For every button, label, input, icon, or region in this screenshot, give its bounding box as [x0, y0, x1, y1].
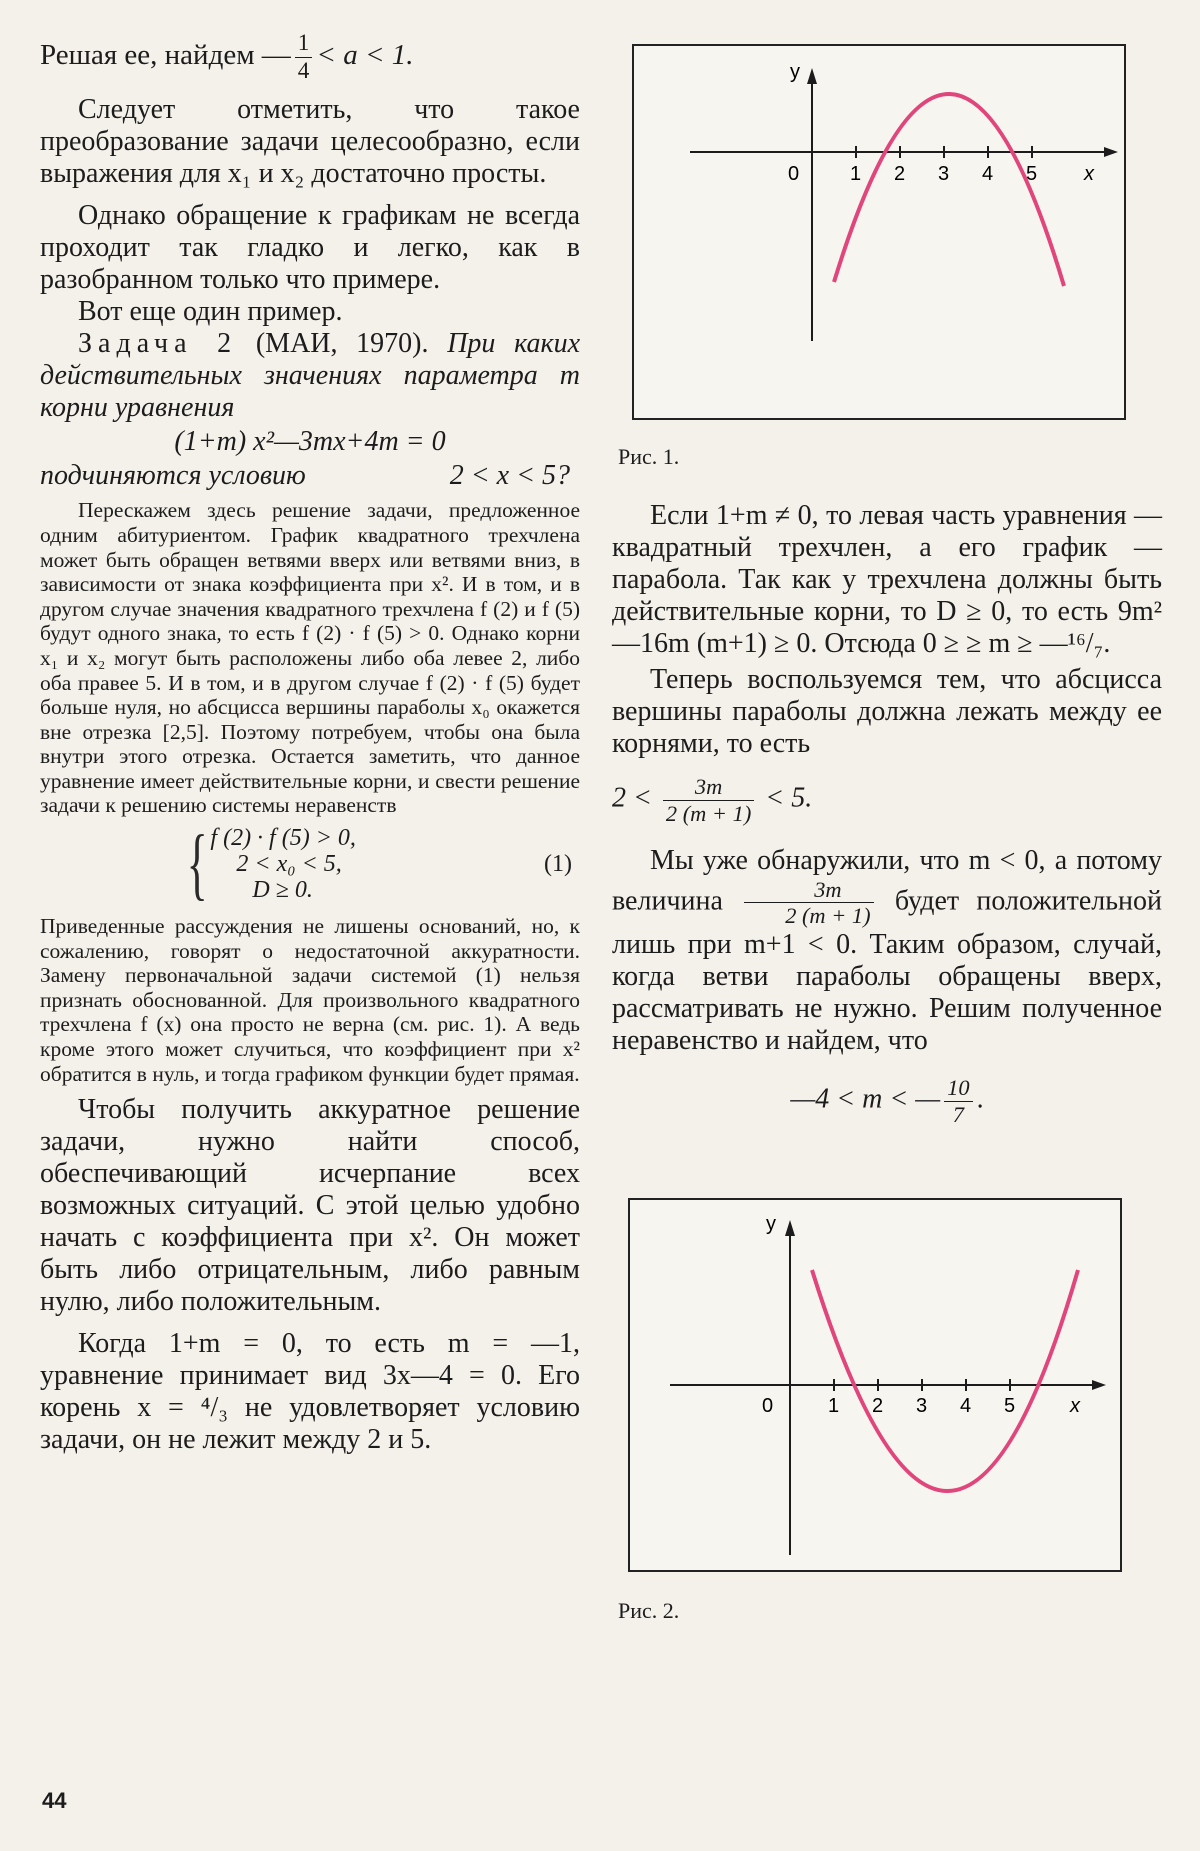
fraction-one-quarter [295, 30, 313, 84]
figure-1-graph [634, 46, 1124, 418]
paragraph-discriminant: Если 1+m ≠ 0, то левая часть уравнения — квадратный трехчлен, а его график — парабола. Так как у трехчлена должны быть действительные корни, то D ≥ 0, то есть 9m²—16m (m+1) ≥ 0. Отсюда 0 ≥ ≥ m ≥ —¹⁶/₇. [612, 500, 1162, 659]
x-axis-arrow-icon [1092, 1380, 1106, 1390]
x-tick-label: 1 [828, 1394, 840, 1417]
task-text: При каких действительных значениях параметра m корни уравнения [40, 328, 580, 424]
task-condition [40, 460, 580, 492]
x-tick-label: 5 [1026, 163, 1038, 185]
paragraph-solution-result: Решая ее, найдем — $\frac{1}{4}$ < a < 1. [40, 30, 414, 84]
fraction-denominator: 2 (m + 1) [785, 903, 871, 929]
x-axis-arrow-icon [1104, 147, 1118, 157]
formula-part: . [976, 1083, 984, 1115]
system-line: 2 < x₀ < 5, [236, 851, 342, 878]
paragraph-another-example: Вот еще один пример. [78, 296, 343, 328]
condition-text: подчиняются условию [40, 460, 306, 492]
text-fragment: будет положительной лишь при m+1 < 0. Таким образом, случай, когда ветви параболы обращены вверх, рассматривать не нужно. Решим полученное неравенство и найдем, что [612, 885, 1163, 1057]
system-lines [210, 825, 356, 903]
x-tick-label: 1 [850, 163, 862, 185]
formula-vertex-inequality [612, 774, 1162, 827]
figure-1-caption: Рис. 1. [618, 444, 680, 469]
paragraph-case-m-minus-one: Когда 1+m = 0, то есть m = —1, уравнение принимает вид 3x—4 = 0. Его корень x = ⁴/₃ не удовлетворяет условию задачи, он не лежит между 2 и 5. [40, 1328, 580, 1456]
condition-inequality: 2 < x < 5? [449, 460, 570, 492]
task-source: (МАИ, 1970). [255, 328, 429, 360]
origin-label: 0 [762, 1394, 774, 1417]
formula-part: < 5. [765, 782, 813, 814]
fraction-denominator: 4 [297, 57, 310, 84]
x-tick-label: 2 [872, 1394, 884, 1417]
text-fragment: Мы уже обнаружили, что m < 0, а потому величина [612, 844, 1162, 917]
origin-label: 0 [788, 163, 800, 185]
right-column [612, 30, 1162, 1654]
figure-2-caption: Рис. 2. [618, 1597, 680, 1623]
y-axis-label: y [766, 1212, 776, 1235]
text-fragment: Решая ее, найдем [40, 38, 255, 71]
paragraph-transformation-note: Следует отметить, что такое преобразование задачи целесообразно, если выражения для x₁ и x₂ достаточно просты. [40, 94, 580, 190]
fraction-3m-over-2m1 [663, 774, 754, 827]
figure-2 [628, 1198, 1122, 1572]
paragraph-vertex: Теперь воспользуемся тем, что абсцисса вершины параболы должна лежать между ее корнями, то есть [612, 664, 1162, 759]
x-axis-label: x [1070, 1394, 1080, 1417]
fraction-numerator: 3m [663, 774, 754, 801]
y-axis-arrow-icon [785, 1220, 795, 1236]
left-column [40, 30, 580, 1456]
inequality-system [40, 820, 580, 909]
task-label: Задача 2 [78, 328, 238, 360]
small-print-applicant-solution: Перескажем здесь решение задачи, предложенное одним абитуриентом. График квадратного трехчлена может быть обращен ветвями вверх или ветвями вниз, в зависимости от знака коэффициента при x². И в том, и в другом случае значения квадратного трехчлена f (2) и f (5) будут одного знака, то есть f (2) · f (5) > 0. Однако корни x₁ и x₂ могут быть расположены либо оба левее 2, либо оба правее 5. И в том, и в другом случае f (2) · f (5) будет больше нуля, но абсцисса вершины параболы x₀ окажется вне отрезка [2,5]. Поэтому потребуем, чтобы она была внутри этого отрезка. Остается заметить, что данное уравнение имеет действительные корни, и свести решение задачи к решению системы неравенств [40, 498, 580, 818]
paragraph-negative-m [612, 845, 1162, 1058]
formula-part: 2 < [612, 782, 652, 814]
paragraph-careful-solution: Чтобы получить аккуратное решение задачи, нужно найти способ, обеспечивающий исчерпание всех возможных ситуаций. С этой целью удобно начать с коэффициента при x². Он может быть либо отрицательным, либо равным нулю, либо положительным. [40, 1094, 580, 1318]
task-statement [40, 328, 580, 424]
system-label: (1) [544, 850, 572, 877]
fraction-numerator: 1 [295, 30, 313, 58]
x-tick-label: 2 [894, 163, 906, 185]
parabola-branches-up [812, 1270, 1078, 1491]
fraction-3m-over-2m1 [744, 877, 873, 930]
formula-part: —4 < m < — [790, 1083, 941, 1115]
page-number: 44 [42, 1788, 67, 1813]
y-axis-arrow-icon [807, 68, 817, 84]
x-tick-label: 4 [982, 163, 994, 185]
system-line: f (2) · f (5) > 0, [210, 825, 356, 852]
system-line: D ≥ 0. [252, 877, 313, 904]
inequality-text: < a < 1. [316, 38, 414, 71]
y-axis-label: y [790, 61, 800, 83]
x-axis-label: x [1084, 163, 1094, 185]
x-tick-label: 3 [916, 1394, 928, 1417]
formula-final-answer [612, 1075, 1162, 1128]
system-brace: { [186, 820, 208, 909]
paragraph-graphs-note: Однако обращение к графикам не всегда проходит так гладко и легко, как в разобранном только что примере. [40, 200, 580, 296]
parabola-branches-down [834, 94, 1064, 286]
figure-2-graph [630, 1200, 1120, 1570]
small-print-critique: Приведенные рассуждения не лишены оснований, но, к сожалению, говорят о недостаточной аккуратности. Замену первоначальной задачи системой (1) нельзя признать обоснованной. Для произвольного квадратного трехчлена f (x) она просто не верна (см. рис. 1). А ведь кроме этого может случиться, что коэффициент при x² обратится в нуль, и тогда графиком функции будет прямая. [40, 914, 580, 1086]
figure-1 [632, 44, 1126, 420]
x-tick-label: 5 [1004, 1394, 1016, 1417]
fraction-numerator: 3m [744, 877, 873, 904]
task-equation: (1+m) x²—3mx+4m = 0 [174, 426, 446, 458]
x-tick-label: 4 [960, 1394, 972, 1417]
x-tick-label: 3 [938, 163, 950, 185]
fraction-ten-sevenths [944, 1075, 972, 1128]
fraction-numerator: 10 [944, 1075, 972, 1102]
fraction-denominator: 2 (m + 1) [665, 800, 752, 826]
fraction-denominator: 7 [952, 1101, 964, 1127]
